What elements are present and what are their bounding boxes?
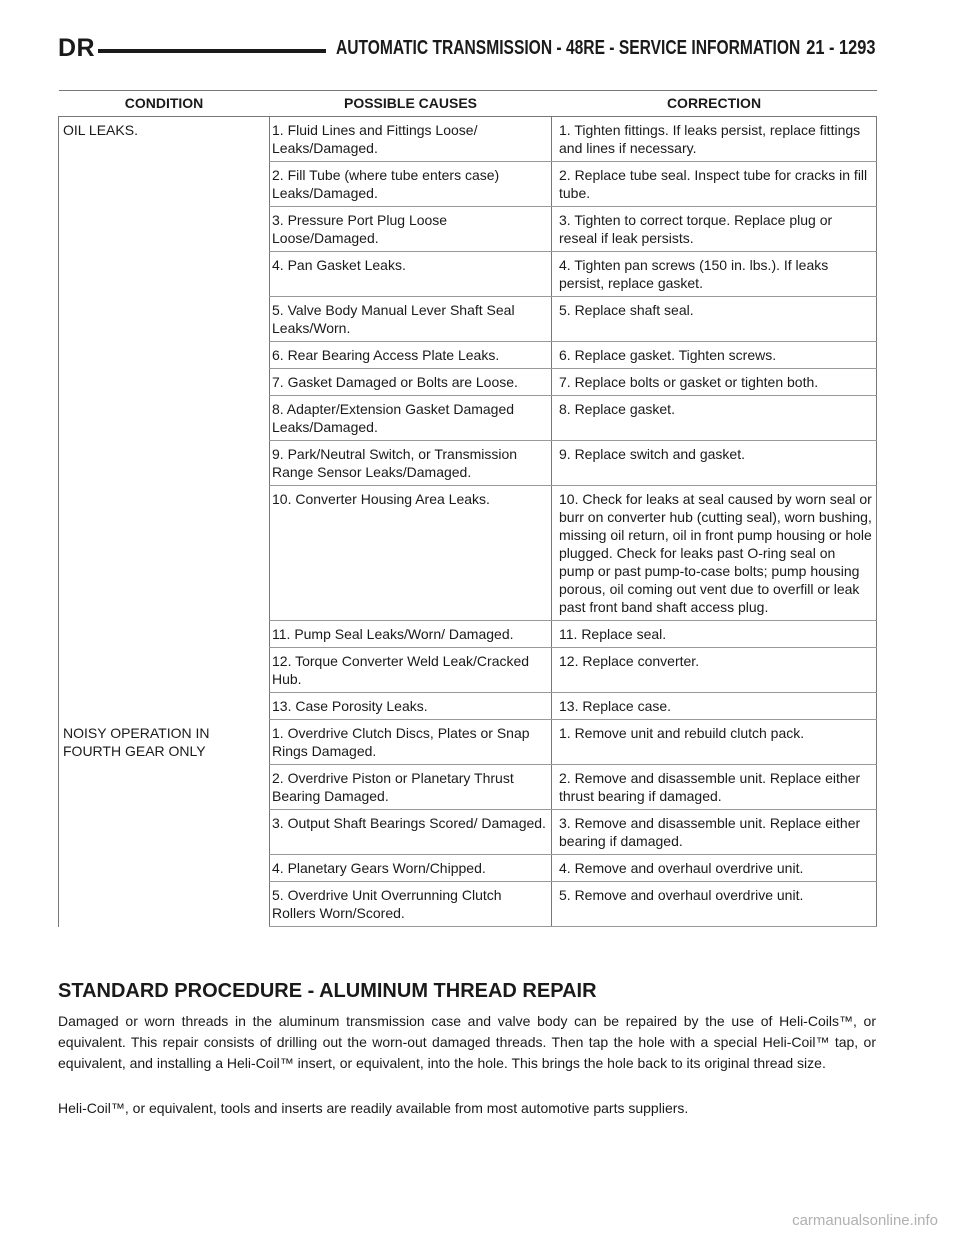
cause-cell: 6. Rear Bearing Access Plate Leaks. (270, 342, 552, 369)
table-header-row (59, 91, 877, 117)
correction-cell: 7. Replace bolts or gasket or tighten both. (552, 369, 877, 396)
cause-cell: 1. Overdrive Clutch Discs, Plates or Snap Rings Damaged. (270, 720, 552, 765)
diagnosis-table (58, 90, 877, 927)
cause-cell: 11. Pump Seal Leaks/Worn/ Damaged. (270, 621, 552, 648)
cause-cell: 7. Gasket Damaged or Bolts are Loose. (270, 369, 552, 396)
column-header-causes: POSSIBLE CAUSES (270, 91, 552, 117)
correction-cell: 4. Remove and overhaul overdrive unit. (552, 855, 877, 882)
correction-cell: 13. Replace case. (552, 693, 877, 720)
procedure-paragraph: Heli-Coil™, or equivalent, tools and inserts are readily available from most automotive parts suppliers. (58, 1100, 689, 1116)
cause-cell: 3. Pressure Port Plug Loose Loose/Damaged. (270, 207, 552, 252)
correction-cell: 6. Replace gasket. Tighten screws. (552, 342, 877, 369)
correction-cell: 5. Remove and overhaul overdrive unit. (552, 882, 877, 927)
procedure-paragraph: Damaged or worn threads in the aluminum transmission case and valve body can be repaired by the use of Heli-Coils™, or equivalent. This repair consists of drilling out the worn-out damaged threads. Then tap the hole with a special Heli-Coil™ tap, or equivalent, and installing a Heli-Coil™ insert, or equivalent, into the hole. This brings the hole back to its original thread size. (58, 1013, 876, 1071)
condition-cell: OIL LEAKS. (59, 117, 270, 720)
correction-cell: 8. Replace gasket. (552, 396, 877, 441)
correction-cell: 10. Check for leaks at seal caused by worn seal or burr on converter hub (cutting seal), worn bushing, missing oil return, oil in front pump housing or hole plugged. Check for leaks past O-ring seal on pump or past pump-to-case bolts; pump housing porous, oil coming out vent due to overfill or leak past front band shaft access plug. (552, 486, 877, 621)
cause-cell: 10. Converter Housing Area Leaks. (270, 486, 552, 621)
correction-cell: 2. Replace tube seal. Inspect tube for cracks in fill tube. (552, 162, 877, 207)
cause-cell: 13. Case Porosity Leaks. (270, 693, 552, 720)
footer-watermark: carmanualsonline.info (792, 1212, 938, 1229)
table-row (59, 117, 877, 162)
correction-cell: 3. Tighten to correct torque. Replace plug or reseal if leak persists. (552, 207, 877, 252)
cause-cell: 5. Overdrive Unit Overrunning Clutch Rollers Worn/Scored. (270, 882, 552, 927)
correction-cell: 5. Replace shaft seal. (552, 297, 877, 342)
correction-cell: 12. Replace converter. (552, 648, 877, 693)
procedure-heading: STANDARD PROCEDURE - ALUMINUM THREAD REPAIR (58, 980, 597, 1002)
diagnosis-table-wrap (58, 90, 876, 927)
table-row (59, 720, 877, 765)
correction-cell: 1. Tighten fittings. If leaks persist, replace fittings and lines if necessary. (552, 117, 877, 162)
column-header-condition: CONDITION (59, 91, 270, 117)
cause-cell: 2. Fill Tube (where tube enters case) Leaks/Damaged. (270, 162, 552, 207)
correction-cell: 4. Tighten pan screws (150 in. lbs.). If leaks persist, replace gasket. (552, 252, 877, 297)
header-logo: DR (58, 34, 96, 62)
cause-cell: 4. Pan Gasket Leaks. (270, 252, 552, 297)
correction-cell: 1. Remove unit and rebuild clutch pack. (552, 720, 877, 765)
column-header-correction: CORRECTION (552, 91, 877, 117)
correction-cell: 3. Remove and disassemble unit. Replace either bearing if damaged. (552, 810, 877, 855)
condition-cell: NOISY OPERATION IN FOURTH GEAR ONLY (59, 720, 270, 927)
correction-cell: 2. Remove and disassemble unit. Replace either thrust bearing if damaged. (552, 765, 877, 810)
cause-cell: 3. Output Shaft Bearings Scored/ Damaged. (270, 810, 552, 855)
cause-cell: 4. Planetary Gears Worn/Chipped. (270, 855, 552, 882)
header-page-number: 21 - 1293 (806, 37, 876, 59)
header-rule (98, 49, 326, 53)
header-title: AUTOMATIC TRANSMISSION - 48RE - SERVICE INFORMATION (336, 37, 801, 59)
cause-cell: 2. Overdrive Piston or Planetary Thrust Bearing Damaged. (270, 765, 552, 810)
cause-cell: 8. Adapter/Extension Gasket Damaged Leaks/Damaged. (270, 396, 552, 441)
cause-cell: 12. Torque Converter Weld Leak/Cracked Hub. (270, 648, 552, 693)
cause-cell: 5. Valve Body Manual Lever Shaft Seal Leaks/Worn. (270, 297, 552, 342)
cause-cell: 9. Park/Neutral Switch, or Transmission Range Sensor Leaks/Damaged. (270, 441, 552, 486)
cause-cell: 1. Fluid Lines and Fittings Loose/ Leaks/Damaged. (270, 117, 552, 162)
page-header (58, 34, 876, 74)
table-body (59, 117, 877, 927)
correction-cell: 9. Replace switch and gasket. (552, 441, 877, 486)
correction-cell: 11. Replace seal. (552, 621, 877, 648)
